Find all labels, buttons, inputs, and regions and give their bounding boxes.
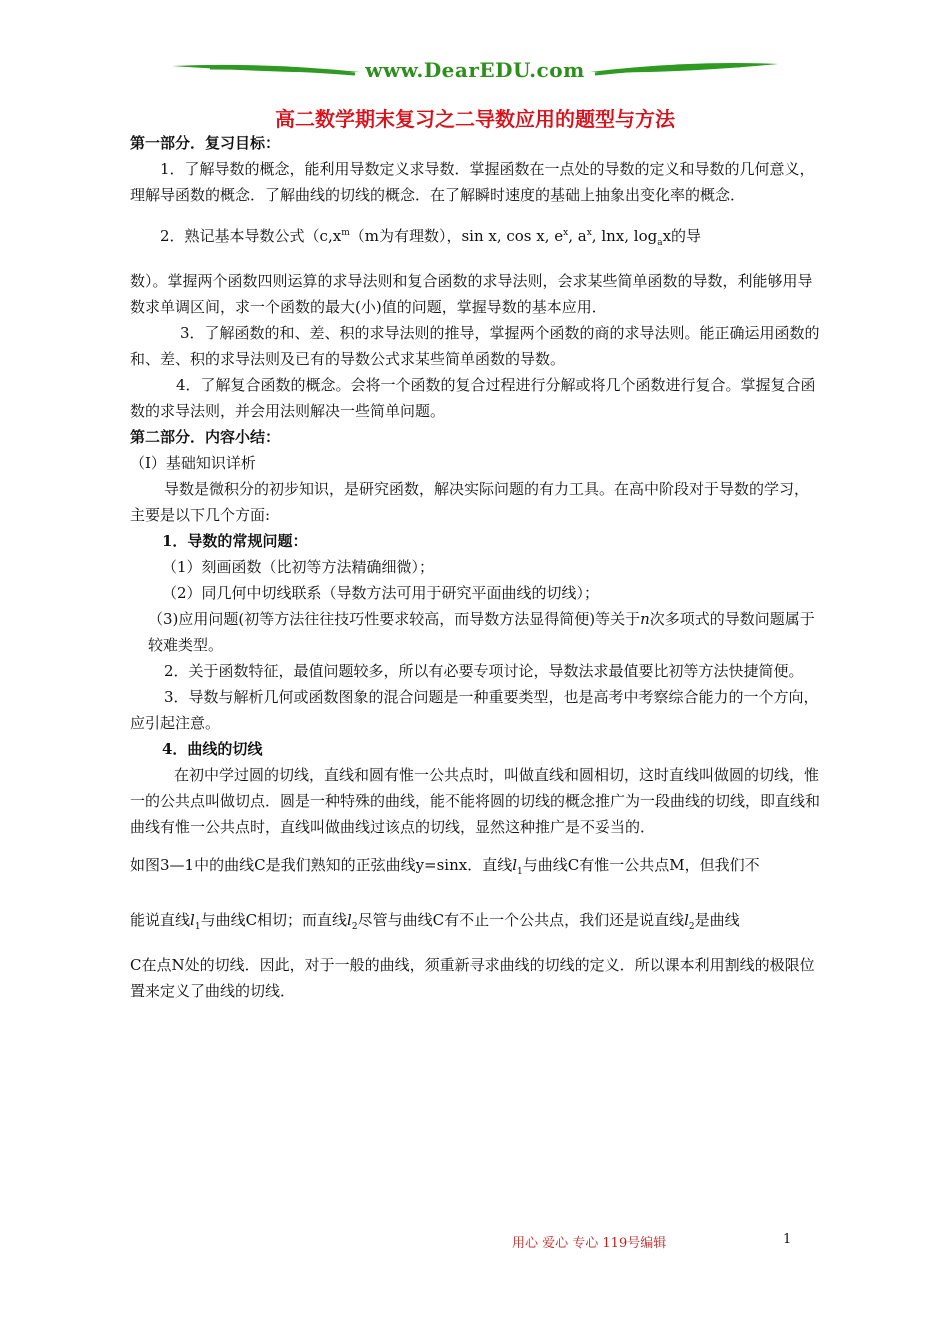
text-run: x的导 [662, 227, 702, 245]
part1-goal-2-line2: 数）。掌握两个函数四则运算的求导法则和复合函数的求导法则，会求某些简单函数的导数，利能够用导数求单调区间，求一个函数的最大(小)值的问题，掌握导数的基本应用． [130, 272, 813, 316]
text-run: 是曲线 [694, 911, 740, 929]
part1-goal-3: 3．了解函数的和、差、积的求导法则的推导，掌握两个函数的商的求导法则。能正确运用函数的和、差、积的求导法则及已有的导数公式求某些简单函数的导数。 [130, 324, 820, 368]
math-l1: l [512, 856, 518, 874]
document-body [130, 130, 820, 1004]
subscript-2: 2 [351, 922, 358, 932]
item-4-paragraph: 在初中学过圆的切线，直线和圆有惟一公共点时，叫做直线和圆相切，这时直线叫做圆的切线，惟一的公共点叫做切点．圆是一种特殊的曲线，能不能将圆的切线的概念推广为一段曲线的切线，即直线和曲线有惟一公共点时，直线叫做曲线过该点的切线，显然这种推广是不妥当的． [130, 766, 821, 836]
math-n: n [640, 610, 650, 628]
text-run: 2．熟记基本导数公式（c,x [160, 227, 342, 245]
text-run: 与曲线C相切；而直线 [200, 911, 348, 929]
text-run: , a [568, 227, 587, 245]
part1-goal-4: 4．了解复合函数的概念。会将一个函数的复合过程进行分解或将几个函数进行复合。掌握复合函数的求导法则，并会用法则解决一些简单问题。 [130, 376, 816, 420]
subscript-a: a [657, 238, 663, 248]
item-4-heading: 4．曲线的切线 [162, 740, 263, 758]
text-run: , lnx, log [591, 227, 658, 245]
part1-goal-1: 1．了解导数的概念，能利用导数定义求导数．掌握函数在一点处的导数的定义和导数的几何意义，理解导函数的概念．了解曲线的切线的概念．在了解瞬时速度的基础上抽象出变化率的概念． [130, 160, 815, 204]
text-run: 与曲线C有惟一公共点M，但我们不 [522, 856, 760, 874]
text-run: 如图3—1中的曲线C是我们熟知的正弦曲线y=sinx．直线 [130, 856, 513, 874]
item-1c [130, 606, 820, 658]
subscript-1: 1 [517, 867, 523, 877]
item-1-heading: 1．导数的常规问题： [162, 532, 308, 550]
item-2: 2．关于函数特征，最值问题较多，所以有必要专项讨论，导数法求最值要比初等方法快捷简便。 [164, 662, 804, 680]
part2-subheading: （Ⅰ）基础知识详析 [130, 454, 256, 472]
footer-text: 用心 爱心 专心 119号编辑 [512, 1236, 667, 1251]
page-title: 高二数学期末复习之二导数应用的题型与方法 [275, 107, 675, 131]
figure-text-line1 [130, 852, 820, 885]
part2-intro: 导数是微积分的初步知识，是研究函数，解决实际问题的有力工具。在高中阶段对于导数的学习，主要是以下几个方面: [130, 480, 810, 524]
figure-text-line2 [130, 907, 820, 940]
superscript-x: x [563, 228, 569, 238]
text-run: 尽管与曲线C有不止一个公共点，我们还是说直线 [357, 911, 685, 929]
page-number: 1 [783, 1232, 792, 1247]
superscript-m: m [341, 228, 350, 238]
math-l2: l [347, 911, 352, 929]
part2-heading: 第二部分．内容小结： [130, 428, 281, 446]
text-run: 能说直线 [130, 911, 191, 929]
subscript-2: 2 [688, 922, 695, 932]
math-l2: l [684, 911, 689, 929]
math-l1: l [190, 911, 195, 929]
banner-url[interactable]: www.DearEDU.com [365, 58, 585, 82]
figure-text-line3: C在点N处的切线．因此，对于一般的曲线，须重新寻求曲线的切线的定义．所以课本利用割线的极限位置来定义了曲线的切线． [130, 956, 815, 1000]
text-run: 次多项式的导数问题属于较难类型。 [148, 610, 815, 654]
text-run: （m为有理数），sin x, cos x, e [349, 227, 564, 245]
item-1b: （2）同几何中切线联系（导数方法可用于研究平面曲线的切线）； [162, 584, 600, 602]
part1-goal-2-line1 [130, 220, 820, 256]
text-run: （3)应用问题(初等方法往往技巧性要求较高，而导数方法显得简便)等关于 [148, 610, 641, 628]
part1-heading: 第一部分．复习目标： [130, 134, 281, 152]
item-3: 3．导数与解析几何或函数图象的混合问题是一种重要类型，也是高考中考察综合能力的一个方向，应引起注意。 [130, 688, 819, 732]
subscript-1: 1 [194, 922, 201, 932]
site-banner [170, 56, 780, 90]
superscript-x: x [586, 228, 592, 238]
item-1a: （1）刻画函数（比初等方法精确细微）； [162, 558, 435, 576]
